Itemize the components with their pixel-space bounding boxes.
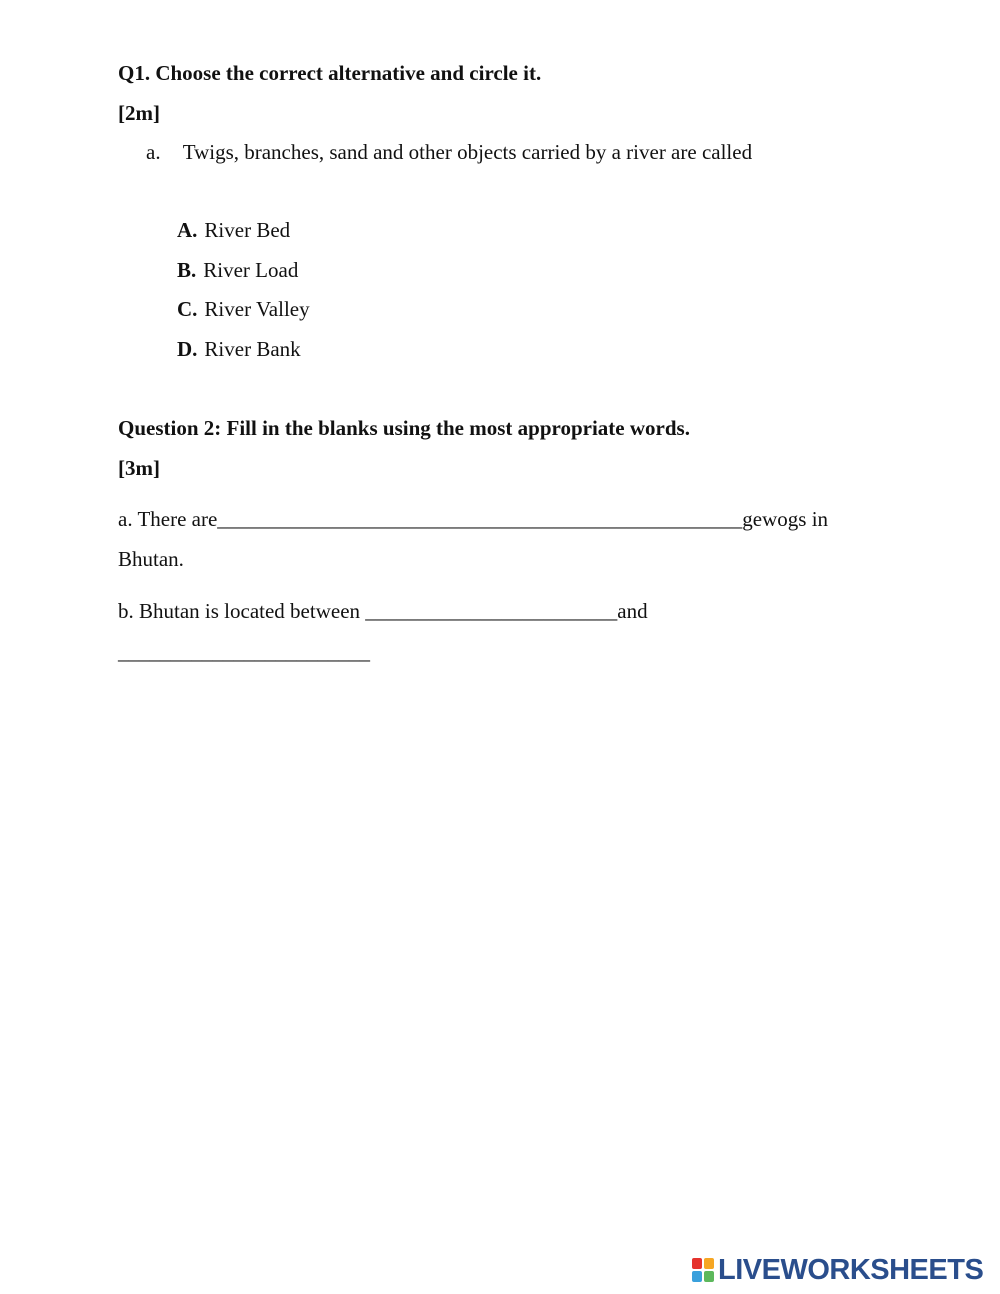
q2-item-a [118,506,828,532]
option-text: River Valley [204,297,310,321]
option-text: River Bank [204,337,301,361]
q2-item-a-prefix: a. There are [118,507,218,531]
logo-square-2 [704,1258,714,1269]
q2-item-a-suffix: gewogs in [742,507,829,531]
option-letter: A. [177,218,198,242]
logo-square-3 [692,1271,702,1282]
logo-square-4 [704,1271,714,1282]
q1-marks: [2m] [118,101,160,125]
logo-text: LIVEWORKSHEETS [718,1254,984,1286]
q1-item-a-text: Twigs, branches, sand and other objects carried by a river are called [182,140,753,164]
q1-option-a[interactable] [177,217,290,243]
logo-grid-icon [692,1258,714,1282]
option-letter: C. [177,297,198,321]
q1-option-b[interactable] [177,257,298,283]
q1-item-a [146,139,752,165]
q2-item-b [118,598,648,624]
q1-heading: Q1. Choose the correct alternative and circle it. [118,61,542,85]
option-text: River Load [203,258,299,282]
logo-square-1 [692,1258,702,1269]
blank-answer-b2[interactable]: ________________________ [118,640,370,664]
option-letter: B. [177,258,197,282]
option-text: River Bed [204,218,291,242]
liveworksheets-logo [692,1256,983,1284]
q2-item-b-prefix: b. Bhutan is located between [118,599,366,623]
q1-option-c[interactable] [177,296,310,322]
q2-marks: [3m] [118,456,160,480]
q1-item-a-marker: a. [146,140,161,164]
option-letter: D. [177,337,198,361]
q2-item-b-mid: and [617,599,648,623]
blank-answer-a[interactable]: __________________________________________________ [217,507,743,531]
q2-item-a-continuation: Bhutan. [118,547,184,571]
blank-answer-b1[interactable]: ________________________ [365,599,618,623]
q1-option-d[interactable] [177,336,301,362]
q2-heading: Question 2: Fill in the blanks using the most appropriate words. [118,416,690,440]
